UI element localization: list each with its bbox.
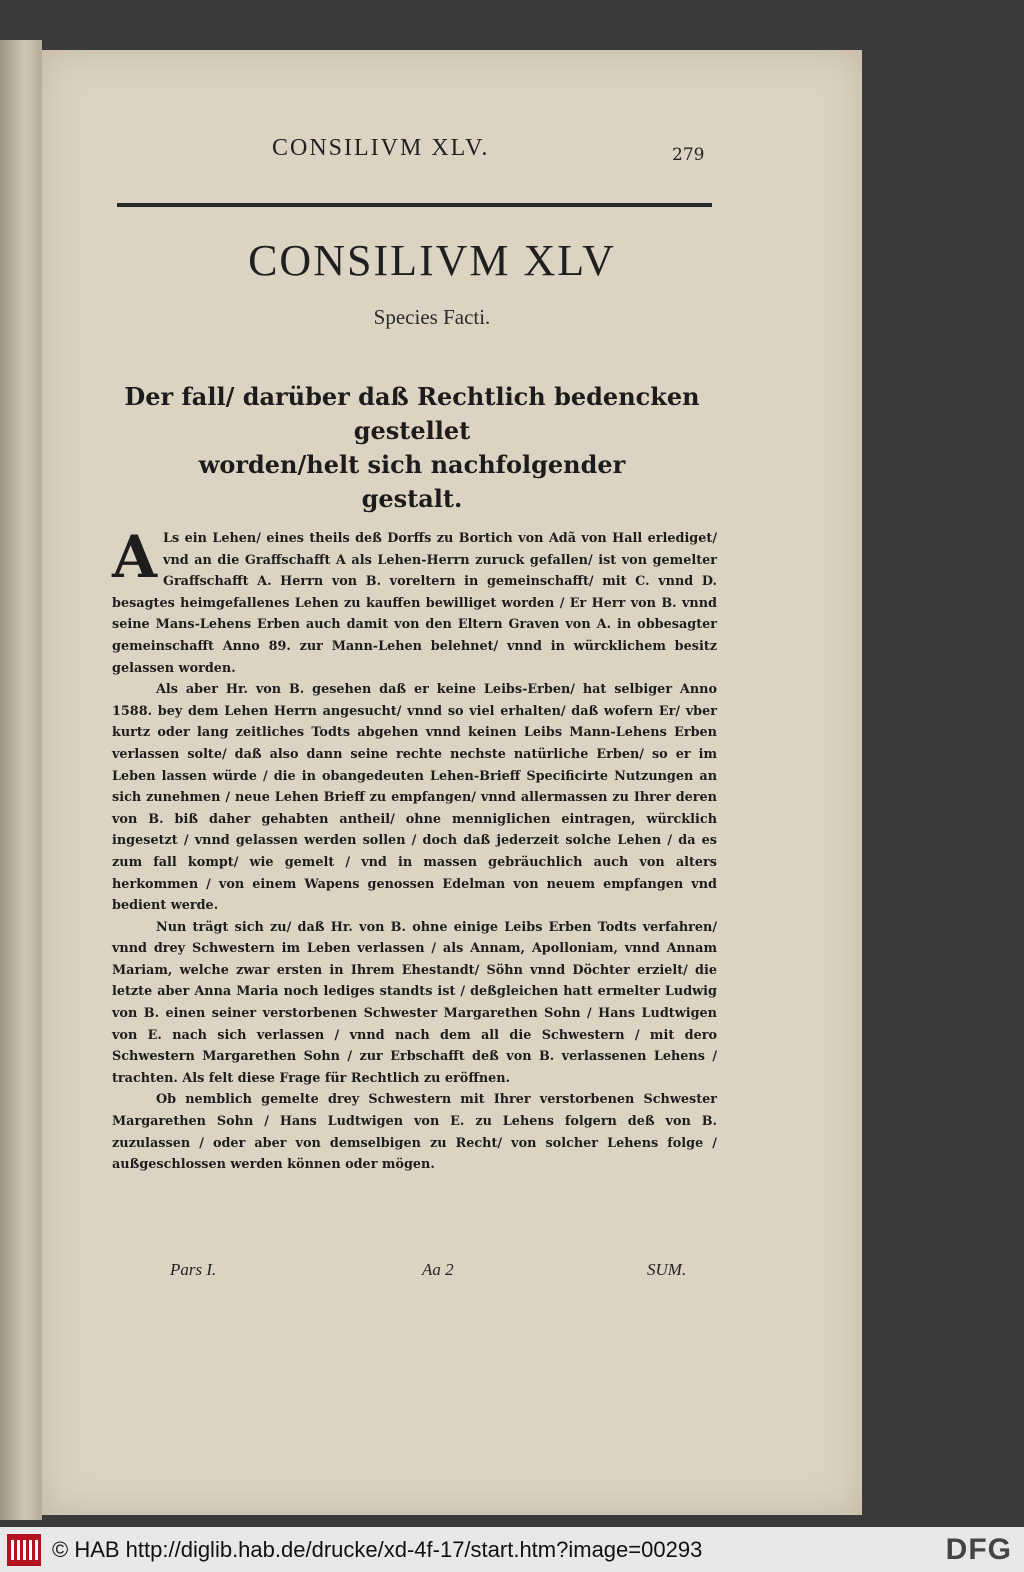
footer-catchword: SUM. [647,1260,687,1279]
section-heading [112,380,712,516]
dfg-logo: DFG [945,1533,1012,1566]
page-number: 279 [672,145,705,165]
chapter-subtitle: Species Facti. [373,305,491,329]
footer-signature: Aa 2 [422,1260,454,1279]
paragraph-3: Nun trägt sich zu/ daß Hr. von B. ohne einige Leibs Erben Todts verfahren/ vnnd drey Schwestern im Leben verlassen / als Annam, Apolloniam, vnnd Annam Mariam, welche zwar ersten in Ihrem Ehestandt/ Söhn vnnd Döchter erzielt/ die letzte aber Anna Maria noch lediges standts ist / deßgleichen hatt ermelter Ludwig von B. einen seiner verstorbenen Schwester Margarethen Sohn / Hans Ludtwigen von E. nach sich verlassen / vnnd nach dem all die Schwestern / mit dero Schwestern Margarethen Sohn / zur Erbschafft deß von B. verlassenen Lehens / trachten. Als felt diese Frage für Rechtlich zu eröffnen. [112,919,717,1086]
paragraph-4: Ob nemblich gemelte drey Schwestern mit Ihrer verstorbenen Schwester Margarethen Sohn / Hans Ludtwigen von E. zu Lehens folgern deß von B. zuzulassen / oder aber von demselbigen zu Recht/ von solcher Lehens folge / außgeschlossen werden können oder mögen. [112,1092,717,1173]
paragraph-1 [112,523,717,679]
drop-capital: A [112,523,158,591]
header-rule [117,203,712,207]
facing-page-edge [0,40,42,1520]
heading-line-2: worden/helt sich nachfolgender [198,450,626,479]
body-text [112,523,717,1176]
chapter-title: CONSILIVM XLV [248,236,616,285]
running-title: CONSILIVM XLV. [272,135,490,161]
paragraph-2: Als aber Hr. von B. gesehen daß er keine Leibs-Erben/ hat selbiger Anno 1588. bey dem Lehen Herrn angesucht/ vnnd so viel erhalten/ daß wofern Er/ vber kurtz oder lang zeitliches Todts abgehen vnnd keinen Leibs Mann-Lehens Erben verlassen solte/ daß also dann seine rechte nechste natürliche Erben/ so er im Leben lassen würde / die in obangedeuten Lehen-Brieff Specificirte Nutzungen an sich zunehmen / neue Lehen Brieff zu empfangen/ vnnd allermassen zu Ihrer deren von B. biß daher gehabten antheil/ ohne menniglichen eintragen, würcklich ingesetzt / vnnd gelassen werden sollen / doch daß jederzeit solche Lehen / da es zum fall kompt/ wie gemelt / vnd in massen gebräuchlich auch von alters herkommen / von einem Wapens genossen Edelman von neuem empfangen vnd bedient werde. [112,682,717,914]
heading-line-3: gestalt. [361,484,463,513]
credit-bar [0,1527,1024,1572]
heading-line-1: Der fall/ darüber daß Rechtlich bedencken gestellet [124,382,700,445]
credit-link[interactable]: © HAB http://diglib.hab.de/drucke/xd-4f-17/start.htm?image=00293 [52,1536,703,1562]
paragraph-1-text: Ls ein Lehen/ eines theils deß Dorffs zu Bortich von Adã von Hall erlediget/ vnd an die Graffschafft A als Lehen-Herrn zuruck gefallen/ ist von gemelter Graffschafft A. Herrn von B. voreltern in gemeinschafft/ mit C. vnnd D. besagtes heimgefallenes Lehen zu kauffen bewilliget worden / Er Herr von B. vnnd seine Mans-Lehens Erben auch damit von den Eltern Graven von A. in obbesagter gemeinschafft Anno 89. zur Mann-Lehen belehnet/ vnnd in würcklichem besitz gelassen worden. [112,531,717,676]
library-logo-icon [4,1532,44,1568]
book-page [42,50,862,1515]
footer-pars: Pars I. [170,1260,217,1279]
